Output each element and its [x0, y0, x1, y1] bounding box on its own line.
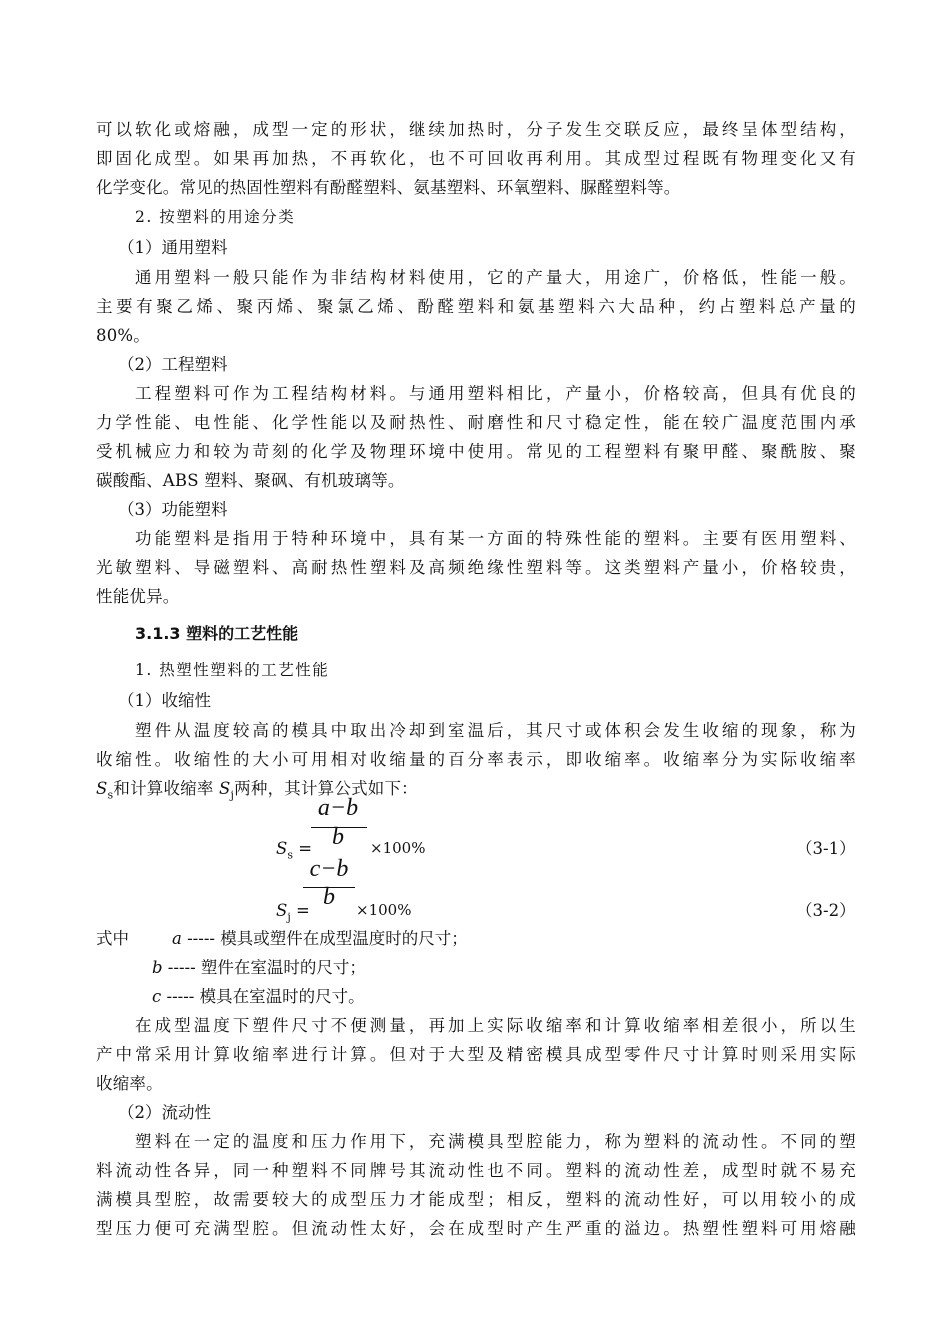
paragraph-calc-line2: 产中常采用计算收缩率进行计算。但对于大型及精密模具成型零件尺寸计算时则采用实际 [96, 1045, 856, 1064]
paragraph-calc-line3: 收缩率。 [96, 1074, 163, 1093]
paragraph-eng-line2: 力学性能、电性能、化学性能以及耐热性、耐磨性和尺寸稳定性，能在较广温度范围内承 [96, 413, 856, 432]
formula-3-1-tag: （3-1） [796, 839, 856, 858]
paragraph-shrink-line1: 塑件从温度较高的模具中取出冷却到室温后，其尺寸或体积会发生收缩的现象，称为 [135, 721, 856, 740]
heading-functional-plastics: （3）功能塑料 [118, 500, 228, 519]
heading-shrinkage: （1）收缩性 [118, 691, 211, 710]
paragraph-thermoset-line1: 可以软化或熔融，成型一定的形状，继续加热时，分子发生交联反应，最终呈体型结构， [96, 120, 856, 139]
definition-a: a ----- 模具或塑件在成型温度时的尺寸； [172, 929, 468, 948]
heading-general-plastics: （1）通用塑料 [118, 238, 228, 257]
formula-3-2-numerator: c−b [309, 856, 349, 882]
formula-3-1-lhs: $S_s$ = [276, 839, 313, 862]
paragraph-flow-line1: 塑料在一定的温度和压力作用下，充满模具型腔能力，称为塑料的流动性。不同的塑 [135, 1132, 856, 1151]
paragraph-general-line1: 通用塑料一般只能作为非结构材料使用，它的产量大，用途广，价格低，性能一般。 [135, 268, 856, 287]
paragraph-thermoset-line2: 即固化成型。如果再加热，不再软化，也不可回收再利用。其成型过程既有物理变化又有 [96, 149, 856, 168]
paragraph-flow-line3: 满模具型腔，故需要较大的成型压力才能成型；相反，塑料的流动性好，可以用较小的成 [96, 1190, 856, 1209]
definition-c: c ----- 模具在室温时的尺寸。 [152, 987, 365, 1006]
formula-3-2-multiplier: ×100% [356, 901, 412, 919]
heading-by-use: 2. 按塑料的用途分类 [135, 208, 296, 226]
heading-thermoplastic-process: 1. 热塑性塑料的工艺性能 [135, 661, 330, 679]
paragraph-thermoset-line3: 化学变化。常见的热固性塑料有酚醛塑料、氨基塑料、环氧塑料、脲醛塑料等。 [96, 178, 681, 197]
formula-3-1-numerator: a−b [317, 795, 359, 821]
paragraph-eng-line1: 工程塑料可作为工程结构材料。与通用塑料相比，产量小，价格较高，但具有优良的 [135, 384, 856, 403]
paragraph-calc-line1: 在成型温度下塑件尺寸不便测量，再加上实际收缩率和计算收缩率相差很小，所以生 [135, 1016, 856, 1035]
formula-3-1-multiplier: ×100% [370, 839, 426, 857]
formula-3-2-tag: （3-2） [796, 901, 856, 920]
definition-b: b ----- 塑件在室温时的尺寸； [152, 958, 366, 977]
paragraph-eng-line3: 受机械应力和较为苛刻的化学及物理环境中使用。常见的工程塑料有聚甲醛、聚酰胺、聚 [96, 442, 856, 461]
formula-3-1-denominator: b [332, 824, 344, 850]
formula-3-2-denominator: b [323, 884, 335, 910]
heading-engineering-plastics: （2）工程塑料 [118, 355, 228, 374]
paragraph-func-line1: 功能塑料是指用于特种环境中，具有某一方面的特殊性能的塑料。主要有医用塑料、 [135, 529, 856, 548]
paragraph-flow-line2: 料流动性各异，同一种塑料不同牌号其流动性也不同。塑料的流动性差，成型时就不易充 [96, 1161, 856, 1180]
paragraph-shrink-line3: $S_s$和计算收缩率 $S_j$两种，其计算公式如下： [96, 779, 418, 802]
paragraph-general-line3: 80%。 [96, 326, 150, 345]
paragraph-flow-line4: 型压力便可充满型腔。但流动性太好，会在成型时产生严重的溢边。热塑性塑料可用熔融 [96, 1219, 856, 1238]
heading-flowability: （2）流动性 [118, 1103, 211, 1122]
paragraph-general-line2: 主要有聚乙烯、聚丙烯、聚氯乙烯、酚醛塑料和氨基塑料六大品种，约占塑料总产量的 [96, 297, 856, 316]
paragraph-shrink-line2: 收缩性。收缩性的大小可用相对收缩量的百分率表示，即收缩率。收缩率分为实际收缩率 [96, 750, 856, 769]
formula-3-2-lhs: $S_j$ = [276, 901, 310, 924]
where-label: 式中 [96, 929, 129, 948]
paragraph-eng-line4: 碳酸酯、ABS 塑料、聚砜、有机玻璃等。 [96, 471, 405, 490]
section-heading-3-1-3: 3.1.3 塑料的工艺性能 [135, 624, 299, 643]
paragraph-func-line3: 性能优异。 [96, 587, 180, 606]
paragraph-func-line2: 光敏塑料、导磁塑料、高耐热性塑料及高频绝缘性塑料等。这类塑料产量小，价格较贵， [96, 558, 856, 577]
